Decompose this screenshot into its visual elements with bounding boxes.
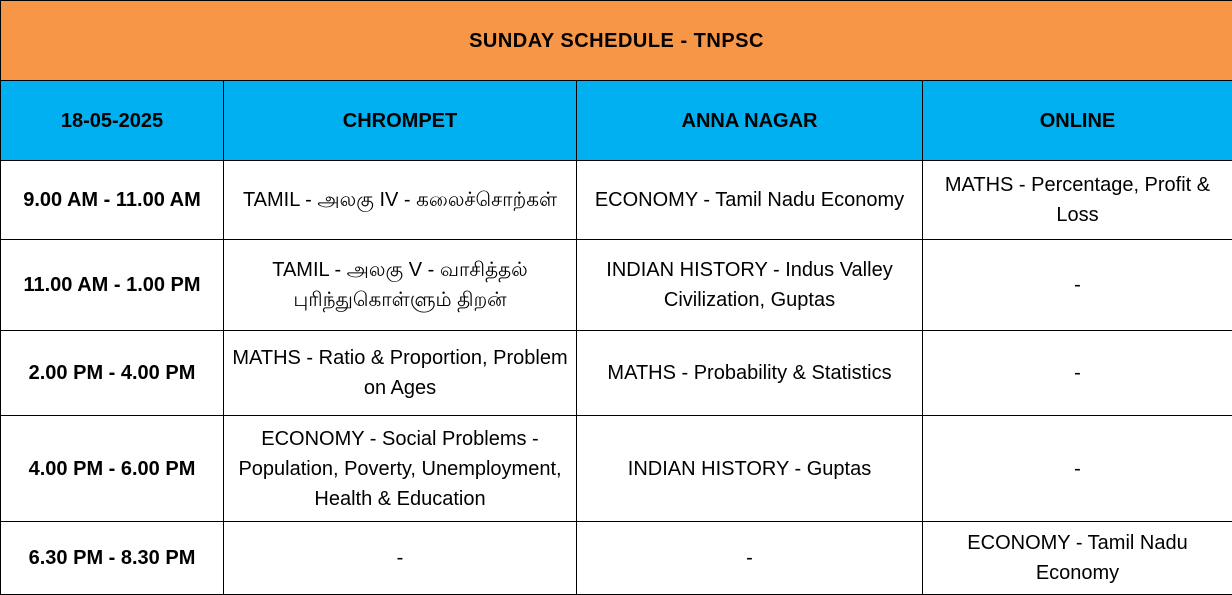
chrompet-session: - <box>224 522 577 595</box>
anna-nagar-session: INDIAN HISTORY - Guptas <box>577 416 923 522</box>
time-slot: 4.00 PM - 6.00 PM <box>1 416 224 522</box>
anna-nagar-session: - <box>577 522 923 595</box>
online-session: ECONOMY - Tamil Nadu Economy <box>923 522 1232 595</box>
chrompet-session: TAMIL - அலகு V - வாசித்தல் புரிந்துகொள்ளும் திறன் <box>224 240 577 331</box>
header-chrompet: CHROMPET <box>224 81 577 161</box>
title-row <box>1 1 1232 81</box>
time-slot: 6.30 PM - 8.30 PM <box>1 522 224 595</box>
time-slot: 11.00 AM - 1.00 PM <box>1 240 224 331</box>
table-row <box>1 416 1232 522</box>
chrompet-session: TAMIL - அலகு IV - கலைச்சொற்கள் <box>224 161 577 240</box>
table-row <box>1 240 1232 331</box>
table-row <box>1 522 1232 595</box>
anna-nagar-session: MATHS - Probability & Statistics <box>577 331 923 416</box>
chrompet-session: MATHS - Ratio & Proportion, Problem on Ages <box>224 331 577 416</box>
online-session: - <box>923 416 1232 522</box>
online-session: MATHS - Percentage, Profit & Loss <box>923 161 1232 240</box>
anna-nagar-session: ECONOMY - Tamil Nadu Economy <box>577 161 923 240</box>
header-date: 18-05-2025 <box>1 81 224 161</box>
online-session: - <box>923 240 1232 331</box>
online-session: - <box>923 331 1232 416</box>
header-anna-nagar: ANNA NAGAR <box>577 81 923 161</box>
chrompet-session: ECONOMY - Social Problems - Population, Poverty, Unemployment, Health & Education <box>224 416 577 522</box>
header-online: ONLINE <box>923 81 1232 161</box>
schedule-title: SUNDAY SCHEDULE - TNPSC <box>1 1 1232 81</box>
table-row <box>1 331 1232 416</box>
header-row <box>1 81 1232 161</box>
time-slot: 9.00 AM - 11.00 AM <box>1 161 224 240</box>
time-slot: 2.00 PM - 4.00 PM <box>1 331 224 416</box>
anna-nagar-session: INDIAN HISTORY - Indus Valley Civilization, Guptas <box>577 240 923 331</box>
table-row <box>1 161 1232 240</box>
